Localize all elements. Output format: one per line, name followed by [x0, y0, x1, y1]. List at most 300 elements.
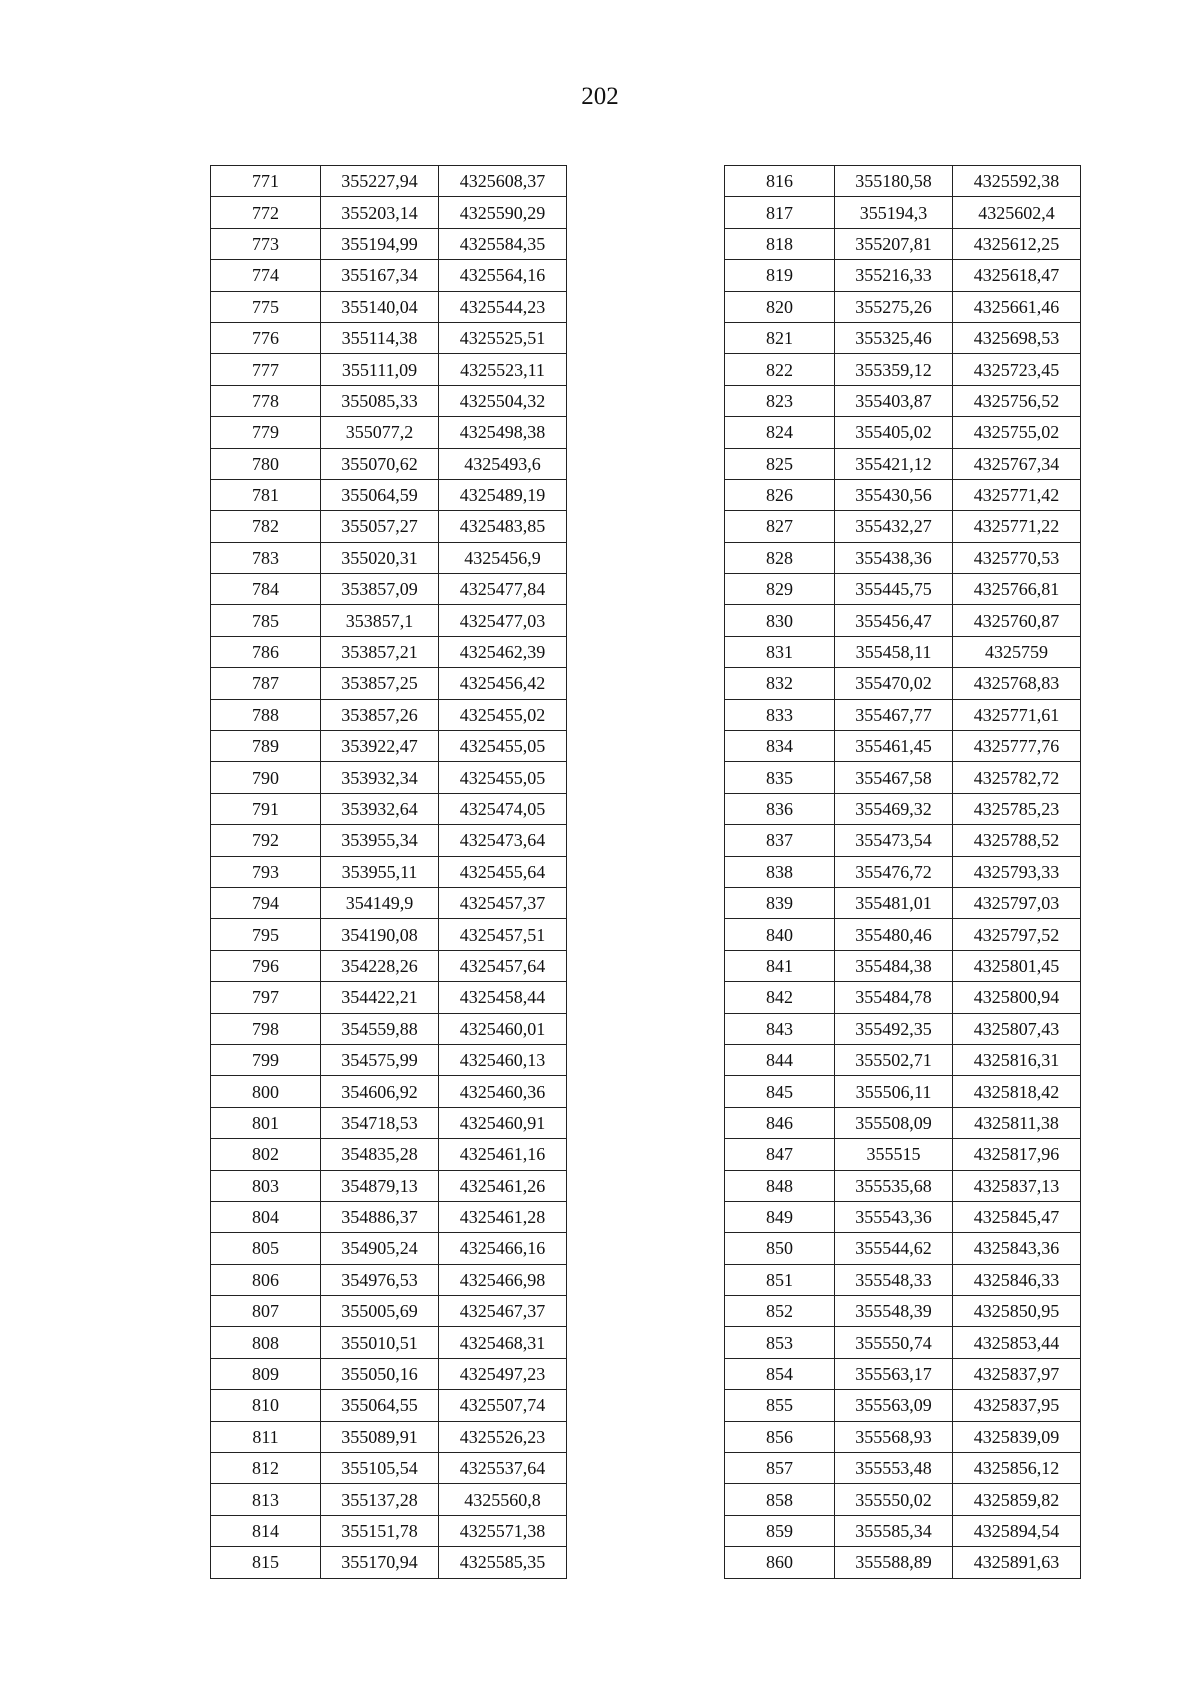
table-row: [725, 1076, 1081, 1107]
y-coordinate-cell: 4325800,94: [953, 982, 1081, 1013]
y-coordinate-cell: 4325723,45: [953, 354, 1081, 385]
table-row: [211, 1453, 567, 1484]
x-coordinate-cell: 354190,08: [321, 919, 439, 950]
y-coordinate-cell: 4325807,43: [953, 1013, 1081, 1044]
y-coordinate-cell: 4325782,72: [953, 762, 1081, 793]
point-number-cell: 778: [211, 385, 321, 416]
x-coordinate-cell: 355544,62: [835, 1233, 953, 1264]
table-row: [211, 511, 567, 542]
y-coordinate-cell: 4325585,35: [439, 1547, 567, 1578]
table-row: [725, 825, 1081, 856]
point-number-cell: 785: [211, 605, 321, 636]
x-coordinate-cell: 355010,51: [321, 1327, 439, 1358]
y-coordinate-cell: 4325602,4: [953, 197, 1081, 228]
y-coordinate-cell: 4325766,81: [953, 574, 1081, 605]
table-row: [725, 1547, 1081, 1578]
x-coordinate-cell: 355170,94: [321, 1547, 439, 1578]
y-coordinate-cell: 4325457,51: [439, 919, 567, 950]
x-coordinate-cell: 353857,09: [321, 574, 439, 605]
y-coordinate-cell: 4325661,46: [953, 291, 1081, 322]
table-row: [211, 417, 567, 448]
y-coordinate-cell: 4325797,03: [953, 887, 1081, 918]
table-row: [725, 1139, 1081, 1170]
x-coordinate-cell: 355114,38: [321, 322, 439, 353]
x-coordinate-cell: 355180,58: [835, 166, 953, 197]
point-number-cell: 772: [211, 197, 321, 228]
table-row: [211, 291, 567, 322]
y-coordinate-cell: 4325768,83: [953, 668, 1081, 699]
y-coordinate-cell: 4325457,64: [439, 950, 567, 981]
x-coordinate-cell: 354422,21: [321, 982, 439, 1013]
y-coordinate-cell: 4325894,54: [953, 1515, 1081, 1546]
y-coordinate-cell: 4325507,74: [439, 1390, 567, 1421]
x-coordinate-cell: 355469,32: [835, 793, 953, 824]
y-coordinate-cell: 4325811,38: [953, 1107, 1081, 1138]
x-coordinate-cell: 355137,28: [321, 1484, 439, 1515]
point-number-cell: 777: [211, 354, 321, 385]
table-row: [725, 731, 1081, 762]
table-row: [725, 982, 1081, 1013]
y-coordinate-cell: 4325785,23: [953, 793, 1081, 824]
table-row: [725, 385, 1081, 416]
point-number-cell: 817: [725, 197, 835, 228]
point-number-cell: 838: [725, 856, 835, 887]
table-row: [725, 856, 1081, 887]
table-row: [211, 1547, 567, 1578]
point-number-cell: 837: [725, 825, 835, 856]
point-number-cell: 816: [725, 166, 835, 197]
y-coordinate-cell: 4325493,6: [439, 448, 567, 479]
y-coordinate-cell: 4325843,36: [953, 1233, 1081, 1264]
x-coordinate-cell: 355473,54: [835, 825, 953, 856]
x-coordinate-cell: 354835,28: [321, 1139, 439, 1170]
point-number-cell: 774: [211, 260, 321, 291]
point-number-cell: 819: [725, 260, 835, 291]
table-row: [725, 1358, 1081, 1389]
x-coordinate-cell: 355421,12: [835, 448, 953, 479]
page-number: 202: [581, 83, 619, 110]
x-coordinate-cell: 355111,09: [321, 354, 439, 385]
point-number-cell: 815: [211, 1547, 321, 1578]
y-coordinate-cell: 4325523,11: [439, 354, 567, 385]
x-coordinate-cell: 353857,1: [321, 605, 439, 636]
y-coordinate-cell: 4325837,97: [953, 1358, 1081, 1389]
x-coordinate-cell: 355438,36: [835, 542, 953, 573]
point-number-cell: 804: [211, 1201, 321, 1232]
table-row: [725, 1421, 1081, 1452]
point-number-cell: 849: [725, 1201, 835, 1232]
y-coordinate-cell: 4325498,38: [439, 417, 567, 448]
y-coordinate-cell: 4325756,52: [953, 385, 1081, 416]
y-coordinate-cell: 4325837,13: [953, 1170, 1081, 1201]
point-number-cell: 798: [211, 1013, 321, 1044]
y-coordinate-cell: 4325856,12: [953, 1453, 1081, 1484]
y-coordinate-cell: 4325460,91: [439, 1107, 567, 1138]
point-number-cell: 813: [211, 1484, 321, 1515]
y-coordinate-cell: 4325474,05: [439, 793, 567, 824]
y-coordinate-cell: 4325759: [953, 636, 1081, 667]
y-coordinate-cell: 4325462,39: [439, 636, 567, 667]
table-row: [211, 385, 567, 416]
x-coordinate-cell: 353922,47: [321, 731, 439, 762]
coordinates-table-right: [724, 165, 1081, 1579]
y-coordinate-cell: 4325497,23: [439, 1358, 567, 1389]
point-number-cell: 792: [211, 825, 321, 856]
x-coordinate-cell: 355194,3: [835, 197, 953, 228]
table-row: [725, 417, 1081, 448]
x-coordinate-cell: 354149,9: [321, 887, 439, 918]
point-number-cell: 832: [725, 668, 835, 699]
table-row: [725, 354, 1081, 385]
y-coordinate-cell: 4325466,98: [439, 1264, 567, 1295]
y-coordinate-cell: 4325618,47: [953, 260, 1081, 291]
point-number-cell: 842: [725, 982, 835, 1013]
x-coordinate-cell: 355077,2: [321, 417, 439, 448]
table-row: [211, 856, 567, 887]
point-number-cell: 781: [211, 479, 321, 510]
x-coordinate-cell: 354905,24: [321, 1233, 439, 1264]
y-coordinate-cell: 4325544,23: [439, 291, 567, 322]
x-coordinate-cell: 355194,99: [321, 228, 439, 259]
y-coordinate-cell: 4325698,53: [953, 322, 1081, 353]
table-row: [211, 793, 567, 824]
table-row: [725, 1453, 1081, 1484]
x-coordinate-cell: 354228,26: [321, 950, 439, 981]
table-row: [211, 166, 567, 197]
y-coordinate-cell: 4325837,95: [953, 1390, 1081, 1421]
table-row: [211, 1139, 567, 1170]
y-coordinate-cell: 4325461,26: [439, 1170, 567, 1201]
point-number-cell: 814: [211, 1515, 321, 1546]
point-number-cell: 822: [725, 354, 835, 385]
point-number-cell: 779: [211, 417, 321, 448]
point-number-cell: 800: [211, 1076, 321, 1107]
x-coordinate-cell: 355550,74: [835, 1327, 953, 1358]
table-row: [725, 1264, 1081, 1295]
table-row: [725, 668, 1081, 699]
point-number-cell: 839: [725, 887, 835, 918]
table-row: [725, 1044, 1081, 1075]
point-number-cell: 841: [725, 950, 835, 981]
table-row: [725, 542, 1081, 573]
y-coordinate-cell: 4325460,36: [439, 1076, 567, 1107]
y-coordinate-cell: 4325846,33: [953, 1264, 1081, 1295]
point-number-cell: 797: [211, 982, 321, 1013]
y-coordinate-cell: 4325504,32: [439, 385, 567, 416]
x-coordinate-cell: 355467,58: [835, 762, 953, 793]
table-row: [725, 1390, 1081, 1421]
x-coordinate-cell: 354575,99: [321, 1044, 439, 1075]
point-number-cell: 860: [725, 1547, 835, 1578]
y-coordinate-cell: 4325755,02: [953, 417, 1081, 448]
table-row: [211, 1327, 567, 1358]
x-coordinate-cell: 355492,35: [835, 1013, 953, 1044]
table-row: [211, 322, 567, 353]
x-coordinate-cell: 355543,36: [835, 1201, 953, 1232]
table-row: [211, 574, 567, 605]
y-coordinate-cell: 4325455,64: [439, 856, 567, 887]
point-number-cell: 831: [725, 636, 835, 667]
point-number-cell: 803: [211, 1170, 321, 1201]
table-row: [211, 1044, 567, 1075]
x-coordinate-cell: 355568,93: [835, 1421, 953, 1452]
table-row: [211, 354, 567, 385]
point-number-cell: 835: [725, 762, 835, 793]
y-coordinate-cell: 4325853,44: [953, 1327, 1081, 1358]
table-row: [211, 919, 567, 950]
x-coordinate-cell: 355325,46: [835, 322, 953, 353]
table-row: [725, 197, 1081, 228]
point-number-cell: 773: [211, 228, 321, 259]
point-number-cell: 812: [211, 1453, 321, 1484]
point-number-cell: 844: [725, 1044, 835, 1075]
table-row: [725, 950, 1081, 981]
point-number-cell: 834: [725, 731, 835, 762]
point-number-cell: 830: [725, 605, 835, 636]
point-number-cell: 789: [211, 731, 321, 762]
x-coordinate-cell: 353932,34: [321, 762, 439, 793]
point-number-cell: 793: [211, 856, 321, 887]
x-coordinate-cell: 353857,25: [321, 668, 439, 699]
x-coordinate-cell: 353955,11: [321, 856, 439, 887]
point-number-cell: 840: [725, 919, 835, 950]
x-coordinate-cell: 354886,37: [321, 1201, 439, 1232]
point-number-cell: 810: [211, 1390, 321, 1421]
table-row: [725, 1515, 1081, 1546]
table-row: [725, 322, 1081, 353]
table-row: [725, 1233, 1081, 1264]
y-coordinate-cell: 4325455,05: [439, 731, 567, 762]
x-coordinate-cell: 355167,34: [321, 260, 439, 291]
table-row: [211, 1484, 567, 1515]
y-coordinate-cell: 4325455,02: [439, 699, 567, 730]
y-coordinate-cell: 4325489,19: [439, 479, 567, 510]
y-coordinate-cell: 4325461,16: [439, 1139, 567, 1170]
y-coordinate-cell: 4325850,95: [953, 1296, 1081, 1327]
y-coordinate-cell: 4325466,16: [439, 1233, 567, 1264]
table-row: [211, 982, 567, 1013]
table-row: [211, 479, 567, 510]
point-number-cell: 802: [211, 1139, 321, 1170]
point-number-cell: 811: [211, 1421, 321, 1452]
table-row: [211, 762, 567, 793]
y-coordinate-cell: 4325571,38: [439, 1515, 567, 1546]
x-coordinate-cell: 353955,34: [321, 825, 439, 856]
point-number-cell: 790: [211, 762, 321, 793]
y-coordinate-cell: 4325891,63: [953, 1547, 1081, 1578]
point-number-cell: 807: [211, 1296, 321, 1327]
y-coordinate-cell: 4325793,33: [953, 856, 1081, 887]
x-coordinate-cell: 354606,92: [321, 1076, 439, 1107]
x-coordinate-cell: 355585,34: [835, 1515, 953, 1546]
x-coordinate-cell: 355550,02: [835, 1484, 953, 1515]
x-coordinate-cell: 355484,78: [835, 982, 953, 1013]
table-row: [725, 699, 1081, 730]
x-coordinate-cell: 355105,54: [321, 1453, 439, 1484]
x-coordinate-cell: 355432,27: [835, 511, 953, 542]
point-number-cell: 796: [211, 950, 321, 981]
x-coordinate-cell: 355480,46: [835, 919, 953, 950]
y-coordinate-cell: 4325590,29: [439, 197, 567, 228]
y-coordinate-cell: 4325859,82: [953, 1484, 1081, 1515]
y-coordinate-cell: 4325767,34: [953, 448, 1081, 479]
point-number-cell: 799: [211, 1044, 321, 1075]
table-row: [211, 699, 567, 730]
table-row: [725, 887, 1081, 918]
x-coordinate-cell: 355506,11: [835, 1076, 953, 1107]
x-coordinate-cell: 355553,48: [835, 1453, 953, 1484]
point-number-cell: 776: [211, 322, 321, 353]
y-coordinate-cell: 4325608,37: [439, 166, 567, 197]
x-coordinate-cell: 355508,09: [835, 1107, 953, 1138]
table-row: [211, 1515, 567, 1546]
point-number-cell: 824: [725, 417, 835, 448]
y-coordinate-cell: 4325461,28: [439, 1201, 567, 1232]
x-coordinate-cell: 355227,94: [321, 166, 439, 197]
point-number-cell: 858: [725, 1484, 835, 1515]
table-row: [211, 636, 567, 667]
point-number-cell: 784: [211, 574, 321, 605]
point-number-cell: 818: [725, 228, 835, 259]
y-coordinate-cell: 4325460,13: [439, 1044, 567, 1075]
table-row: [725, 228, 1081, 259]
point-number-cell: 801: [211, 1107, 321, 1138]
point-number-cell: 780: [211, 448, 321, 479]
y-coordinate-cell: 4325817,96: [953, 1139, 1081, 1170]
point-number-cell: 847: [725, 1139, 835, 1170]
table-row: [725, 636, 1081, 667]
point-number-cell: 808: [211, 1327, 321, 1358]
table-row: [211, 1013, 567, 1044]
x-coordinate-cell: 355563,09: [835, 1390, 953, 1421]
table-row: [211, 542, 567, 573]
x-coordinate-cell: 355548,33: [835, 1264, 953, 1295]
y-coordinate-cell: 4325612,25: [953, 228, 1081, 259]
y-coordinate-cell: 4325483,85: [439, 511, 567, 542]
table-row: [725, 1296, 1081, 1327]
point-number-cell: 855: [725, 1390, 835, 1421]
table-row: [725, 1013, 1081, 1044]
table-row: [725, 605, 1081, 636]
table-row: [725, 1484, 1081, 1515]
point-number-cell: 794: [211, 887, 321, 918]
x-coordinate-cell: 355484,38: [835, 950, 953, 981]
x-coordinate-cell: 355089,91: [321, 1421, 439, 1452]
x-coordinate-cell: 355430,56: [835, 479, 953, 510]
y-coordinate-cell: 4325797,52: [953, 919, 1081, 950]
x-coordinate-cell: 353857,21: [321, 636, 439, 667]
point-number-cell: 820: [725, 291, 835, 322]
x-coordinate-cell: 355461,45: [835, 731, 953, 762]
table-row: [211, 260, 567, 291]
table-row: [725, 291, 1081, 322]
y-coordinate-cell: 4325816,31: [953, 1044, 1081, 1075]
x-coordinate-cell: 355405,02: [835, 417, 953, 448]
x-coordinate-cell: 355481,01: [835, 887, 953, 918]
y-coordinate-cell: 4325770,53: [953, 542, 1081, 573]
table-row: [211, 1233, 567, 1264]
point-number-cell: 843: [725, 1013, 835, 1044]
y-coordinate-cell: 4325467,37: [439, 1296, 567, 1327]
table-row: [211, 1107, 567, 1138]
y-coordinate-cell: 4325560,8: [439, 1484, 567, 1515]
x-coordinate-cell: 355470,02: [835, 668, 953, 699]
y-coordinate-cell: 4325771,42: [953, 479, 1081, 510]
y-coordinate-cell: 4325818,42: [953, 1076, 1081, 1107]
table-row: [211, 1076, 567, 1107]
y-coordinate-cell: 4325460,01: [439, 1013, 567, 1044]
point-number-cell: 775: [211, 291, 321, 322]
table-row: [725, 260, 1081, 291]
x-coordinate-cell: 355403,87: [835, 385, 953, 416]
point-number-cell: 825: [725, 448, 835, 479]
x-coordinate-cell: 355057,27: [321, 511, 439, 542]
table-row: [211, 1421, 567, 1452]
table-row: [211, 1358, 567, 1389]
table-row: [211, 228, 567, 259]
point-number-cell: 833: [725, 699, 835, 730]
point-number-cell: 783: [211, 542, 321, 573]
table-row: [211, 668, 567, 699]
y-coordinate-cell: 4325584,35: [439, 228, 567, 259]
y-coordinate-cell: 4325564,16: [439, 260, 567, 291]
x-coordinate-cell: 355064,59: [321, 479, 439, 510]
x-coordinate-cell: 355456,47: [835, 605, 953, 636]
x-coordinate-cell: 353932,64: [321, 793, 439, 824]
y-coordinate-cell: 4325771,61: [953, 699, 1081, 730]
x-coordinate-cell: 354879,13: [321, 1170, 439, 1201]
x-coordinate-cell: 355203,14: [321, 197, 439, 228]
x-coordinate-cell: 355476,72: [835, 856, 953, 887]
y-coordinate-cell: 4325537,64: [439, 1453, 567, 1484]
table-row: [211, 605, 567, 636]
point-number-cell: 771: [211, 166, 321, 197]
x-coordinate-cell: 355588,89: [835, 1547, 953, 1578]
table-row: [211, 825, 567, 856]
table-row: [211, 448, 567, 479]
point-number-cell: 809: [211, 1358, 321, 1389]
table-row: [725, 448, 1081, 479]
table-row: [211, 1296, 567, 1327]
point-number-cell: 850: [725, 1233, 835, 1264]
point-number-cell: 829: [725, 574, 835, 605]
point-number-cell: 795: [211, 919, 321, 950]
table-row: [725, 919, 1081, 950]
y-coordinate-cell: 4325456,42: [439, 668, 567, 699]
y-coordinate-cell: 4325592,38: [953, 166, 1081, 197]
x-coordinate-cell: 355502,71: [835, 1044, 953, 1075]
point-number-cell: 828: [725, 542, 835, 573]
y-coordinate-cell: 4325801,45: [953, 950, 1081, 981]
x-coordinate-cell: 355005,69: [321, 1296, 439, 1327]
x-coordinate-cell: 355216,33: [835, 260, 953, 291]
y-coordinate-cell: 4325771,22: [953, 511, 1081, 542]
x-coordinate-cell: 355445,75: [835, 574, 953, 605]
point-number-cell: 826: [725, 479, 835, 510]
x-coordinate-cell: 355050,16: [321, 1358, 439, 1389]
table-row: [725, 1170, 1081, 1201]
table-row: [725, 793, 1081, 824]
y-coordinate-cell: 4325477,03: [439, 605, 567, 636]
point-number-cell: 806: [211, 1264, 321, 1295]
table-row: [211, 1170, 567, 1201]
point-number-cell: 782: [211, 511, 321, 542]
x-coordinate-cell: 355275,26: [835, 291, 953, 322]
table-row: [211, 731, 567, 762]
coordinates-table-left: [210, 165, 567, 1579]
point-number-cell: 791: [211, 793, 321, 824]
table-row: [725, 762, 1081, 793]
